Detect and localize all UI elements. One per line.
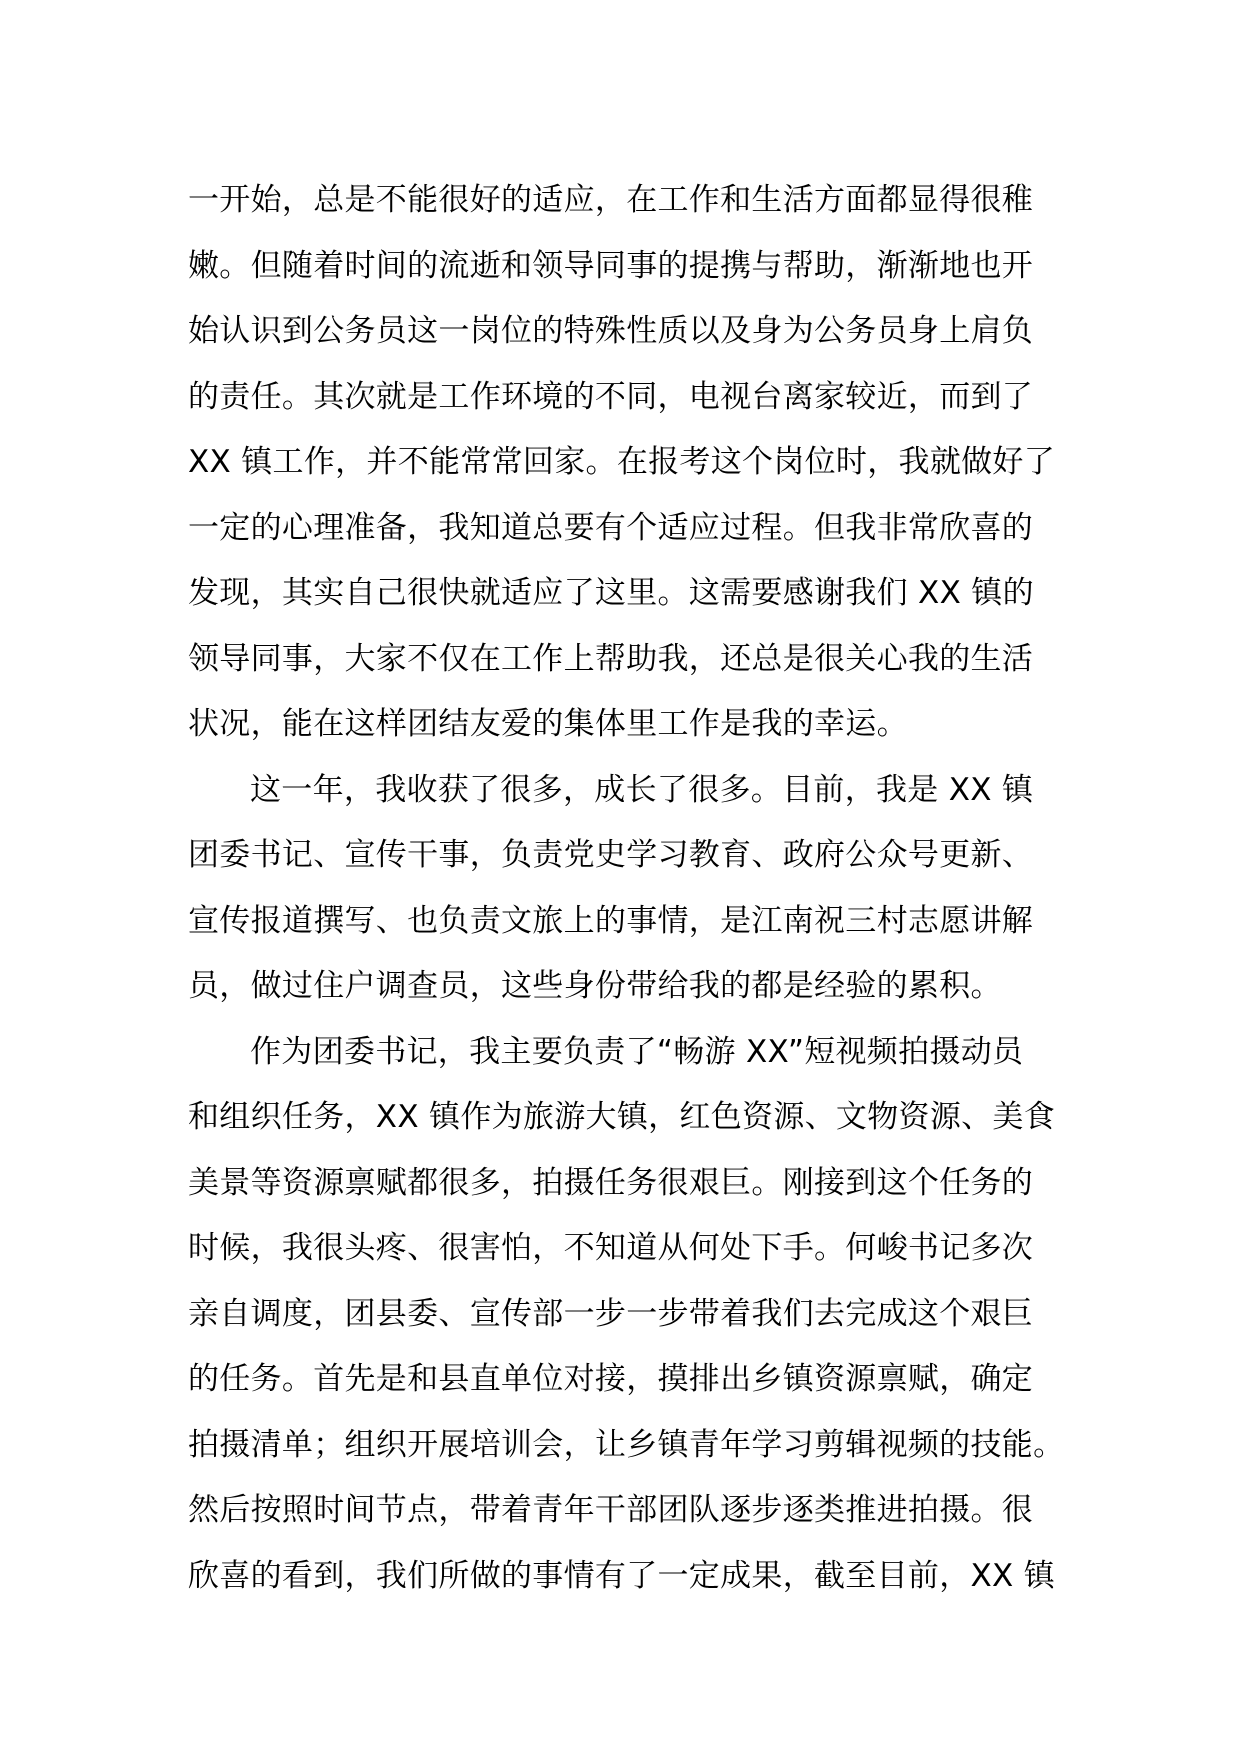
text-line: 作为团委书记，我主要负责了“畅游 XX”短视频拍摄动员 xyxy=(250,1033,1024,1070)
text-line: 员，做过住户调查员，这些身份带给我的都是经验的累积。 xyxy=(188,968,1002,1004)
text-line: 的责任。其次就是工作环境的不同，电视台离家较近，而到了 xyxy=(188,378,1034,415)
text-line: 和组织任务，XX 镇作为旅游大镇，红色资源、文物资源、美食 xyxy=(188,1099,1056,1135)
text-line: 美景等资源禀赋都很多，拍摄任务很艰巨。刚接到这个任务的 xyxy=(188,1164,1034,1201)
text-line: XX 镇工作，并不能常常回家。在报考这个岗位时，我就做好了 xyxy=(188,444,1056,480)
paragraph-1 xyxy=(188,168,1058,758)
text-line: 一定的心理准备，我知道总要有个适应过程。但我非常欣喜的 xyxy=(188,509,1034,546)
text-line: 然后按照时间节点，带着青年干部团队逐步逐类推进拍摄。很 xyxy=(188,1492,1034,1528)
text-line: 嫩。但随着时间的流逝和领导同事的提携与帮助，渐渐地也开 xyxy=(188,247,1034,284)
paragraph-3 xyxy=(188,1020,1065,1610)
text-line: 团委书记、宣传干事，负责党史学习教育、政府公众号更新、 xyxy=(188,837,1034,873)
paragraph-2 xyxy=(188,758,1058,1020)
text-line: 宣传报道撰写、也负责文旅上的事情，是江南祝三村志愿讲解 xyxy=(188,902,1034,939)
text-line: 领导同事，大家不仅在工作上帮助我，还总是很关心我的生活 xyxy=(188,640,1034,677)
text-line: 亲自调度，团县委、宣传部一步一步带着我们去完成这个艰巨 xyxy=(188,1295,1034,1332)
text-line: 时候，我很头疼、很害怕，不知道从何处下手。何峻书记多次 xyxy=(188,1230,1034,1266)
text-line: 拍摄清单；组织开展培训会，让乡镇青年学习剪辑视频的技能。 xyxy=(188,1426,1065,1463)
text-line: 始认识到公务员这一岗位的特殊性质以及身为公务员身上肩负 xyxy=(188,313,1034,349)
text-line: 发现，其实自己很快就适应了这里。这需要感谢我们 XX 镇的 xyxy=(188,575,1034,611)
text-line: 一开始，总是不能很好的适应，在工作和生活方面都显得很稚 xyxy=(188,182,1034,218)
text-line: 的任务。首先是和县直单位对接，摸排出乡镇资源禀赋，确定 xyxy=(188,1361,1034,1397)
document-body xyxy=(188,168,1065,1609)
text-line: 状况，能在这样团结友爱的集体里工作是我的幸运。 xyxy=(188,706,908,742)
text-line: 欣喜的看到，我们所做的事情有了一定成果，截至目前，XX 镇 xyxy=(188,1557,1056,1594)
text-line: 这一年，我收获了很多，成长了很多。目前，我是 XX 镇 xyxy=(250,771,1034,808)
